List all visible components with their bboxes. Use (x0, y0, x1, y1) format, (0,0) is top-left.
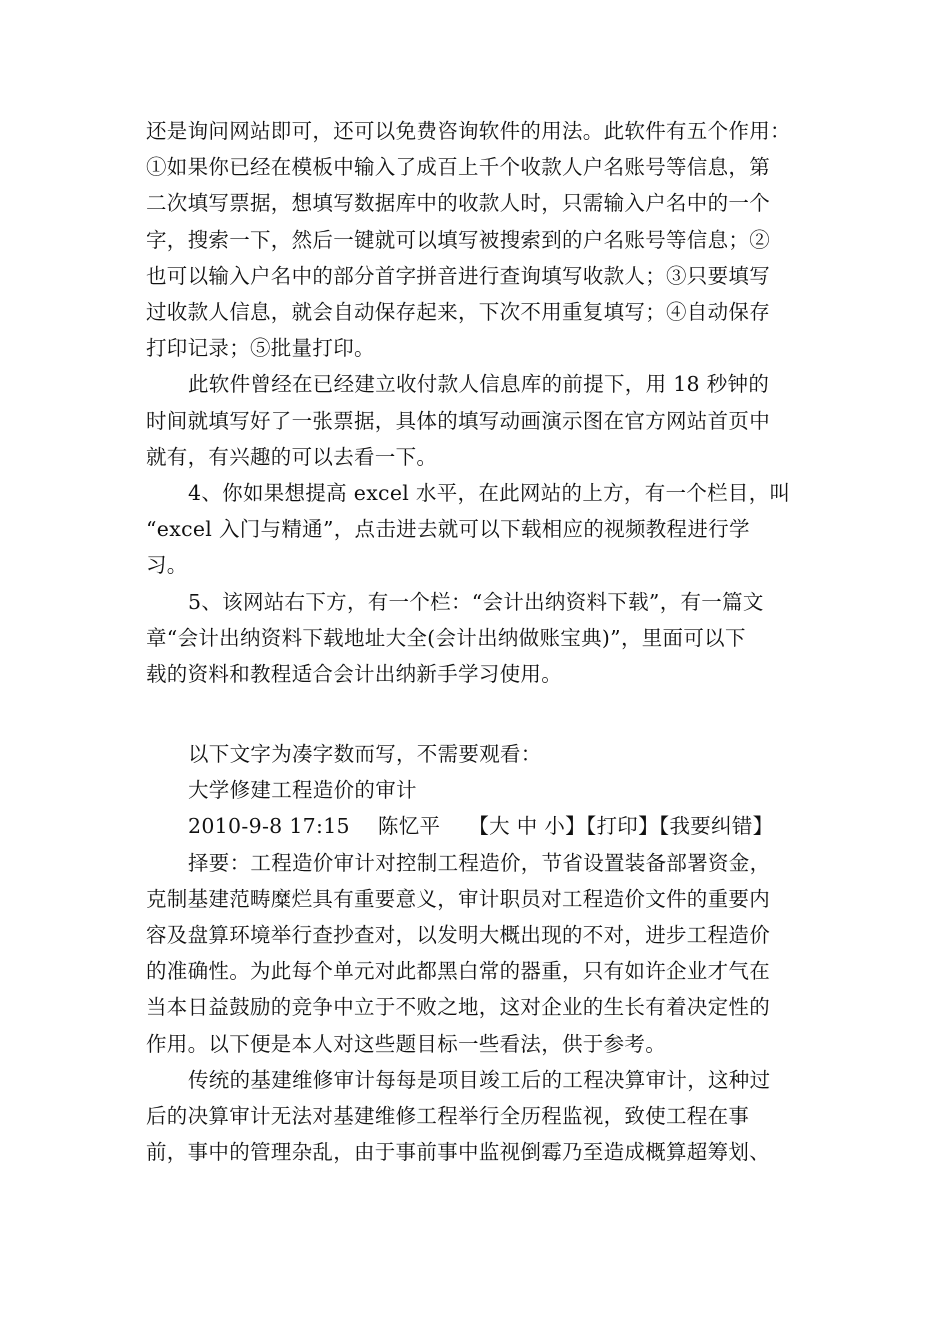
excel-paragraph-line: “excel 入门与精通”，点击进去就可以下载相应的视频教程进行学 (146, 517, 750, 542)
excel-paragraph-line: 4、你如果想提高 excel 水平，在此网站的上方，有一个栏目，叫 (188, 481, 791, 506)
excel-paragraph-line: 习。 (146, 553, 188, 578)
intro-line: 也可以输入户名中的部分首字拼音进行查询填写收款人；③只要填写 (146, 263, 770, 288)
download-paragraph-line: 章“会计出纳资料下载地址大全(会计出纳做账宝典)”，里面可以下 (146, 625, 746, 650)
abstract-line: 作用。以下便是本人对这些题目标一些看法，供于参考。 (146, 1031, 666, 1056)
intro-line: 二次填写票据，想填写数据库中的收款人时，只需输入户名中的一个 (146, 191, 770, 216)
abstract-line: 择要：工程造价审计对控制工程造价，节省设置装备部署资金， (188, 850, 771, 875)
abstract-line: 当本日益鼓励的竞争中立于不败之地，这对企业的生长有着决定性的 (146, 995, 770, 1020)
article-title: 大学修建工程造价的审计 (188, 778, 417, 803)
speed-paragraph-line: 就有，有兴趣的可以去看一下。 (146, 444, 438, 469)
intro-line: ①如果你已经在模板中输入了成百上千个收款人户名账号等信息，第 (146, 155, 770, 180)
download-paragraph-line: 5、该网站右下方，有一个栏：“会计出纳资料下载”，有一篇文 (188, 589, 764, 614)
traditional-paragraph-line: 前，事中的管理杂乱，由于事前事中监视倒霉乃至造成概算超筹划、 (146, 1140, 770, 1165)
intro-line: 还是询问网站即可，还可以免费咨询软件的用法。此软件有五个作用： (146, 119, 791, 143)
article-controls: 【大 中 小】【打印】【我要纠错】 (468, 814, 774, 839)
download-paragraph-line: 载的资料和教程适合会计出纳新手学习使用。 (146, 662, 562, 687)
article-author: 陈忆平 (377, 814, 441, 839)
abstract-line: 容及盘算环境举行查抄查对，以发明大概出现的不对，进步工程造价 (146, 923, 770, 948)
intro-line: 打印记录；⑤批量打印。 (146, 336, 375, 361)
traditional-paragraph-line: 传统的基建维修审计每每是项目竣工后的工程决算审计，这种过 (188, 1067, 771, 1092)
abstract-line: 克制基建范畴糜烂具有重要意义，审计职员对工程造价文件的重要内 (146, 886, 770, 911)
article-date: 2010-9-8 17:15 (188, 814, 350, 839)
document-body-top (146, 113, 808, 692)
intro-line: 过收款人信息，就会自动保存起来，下次不用重复填写；④自动保存 (146, 300, 770, 325)
intro-line: 字，搜索一下，然后一键就可以填写被搜索到的户名账号等信息；② (146, 227, 770, 252)
speed-paragraph-line: 此软件曾经在已经建立收付款人信息库的前提下，用 18 秒钟的 (188, 372, 770, 397)
filler-note: 以下文字为凑字数而写，不需要观看： (188, 742, 542, 766)
article-meta (146, 808, 808, 844)
abstract-line: 的准确性。为此每个单元对此都黑白常的器重，只有如许企业才气在 (146, 959, 770, 984)
speed-paragraph-line: 时间就填写好了一张票据，具体的填写动画演示图在官方网站首页中 (146, 408, 770, 433)
traditional-paragraph-line: 后的决算审计无法对基建维修工程举行全历程监视，致使工程在事 (146, 1104, 750, 1129)
document-body-bottom (146, 736, 808, 1170)
